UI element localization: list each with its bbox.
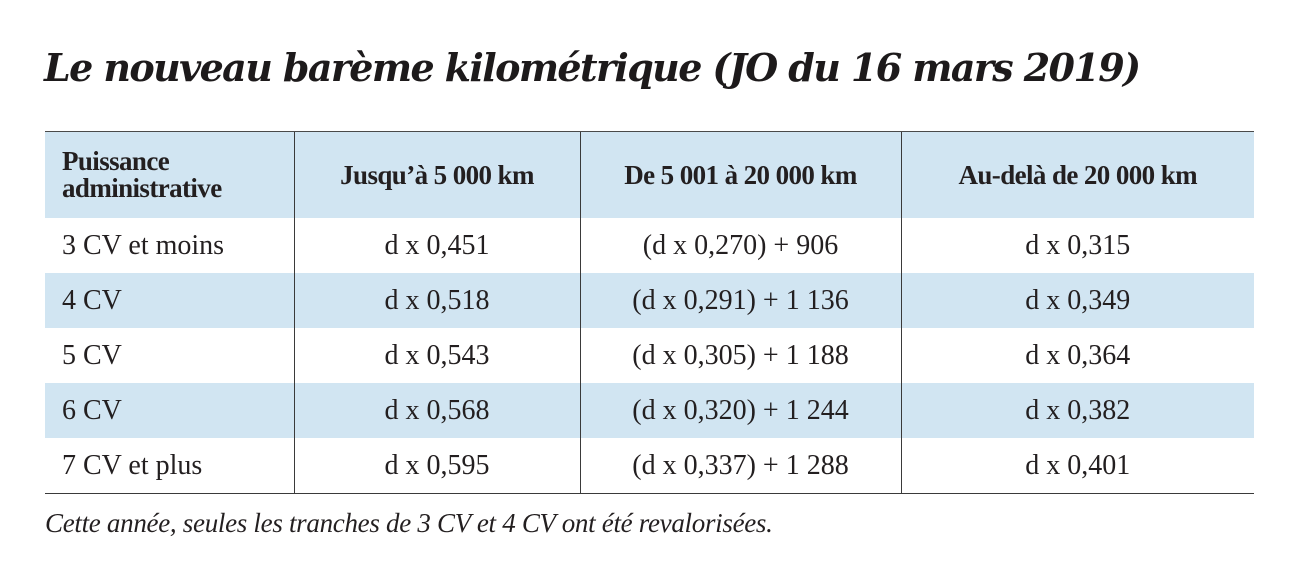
rate-cell: d x 0,382 [901, 383, 1254, 438]
row-label: 5 CV [62, 339, 122, 371]
row-label: 7 CV et plus [45, 438, 294, 494]
header-puissance: Puissance administrative [45, 132, 294, 219]
rate-cell: d x 0,401 [901, 438, 1254, 494]
table-row [45, 438, 1254, 494]
rate-cell: d x 0,364 [901, 328, 1254, 383]
row-label: 6 CV [45, 383, 294, 438]
header-up-to-5000: Jusqu’à 5 000 km [294, 132, 580, 219]
row-label: 3 CV et moins [62, 229, 225, 261]
rate-cell: d x 0,518 [294, 273, 580, 328]
header-5001-to-20000: De 5 001 à 20 000 km [580, 132, 901, 219]
table-header-row [45, 132, 1254, 219]
rate-cell: (d x 0,320) + 1 244 [580, 383, 901, 438]
rate-cell: d x 0,451 [294, 218, 580, 273]
table-row [45, 383, 1254, 438]
rate-cell: (d x 0,291) + 1 136 [580, 273, 901, 328]
row-label: 4 CV [45, 273, 294, 328]
rate-cell: d x 0,315 [901, 218, 1254, 273]
table-row [45, 328, 1254, 383]
rate-cell: (d x 0,305) + 1 188 [580, 328, 901, 383]
rate-cell: d x 0,595 [294, 438, 580, 494]
table-row [45, 273, 1254, 328]
rate-cell: (d x 0,337) + 1 288 [580, 438, 901, 494]
rate-cell: d x 0,349 [901, 273, 1254, 328]
table-row [45, 218, 1254, 273]
rate-cell: (d x 0,270) + 906 [580, 218, 901, 273]
page-title: Le nouveau barème kilométrique (JO du 16 mars 2019) [44, 45, 1140, 90]
header-over-20000: Au-delà de 20 000 km [901, 132, 1254, 219]
footnote: Cette année, seules les tranches de 3 CV et 4 CV ont été revalorisées. [45, 508, 773, 538]
rate-cell: d x 0,568 [294, 383, 580, 438]
mileage-rate-table [45, 131, 1254, 494]
rate-cell: d x 0,543 [294, 328, 580, 383]
